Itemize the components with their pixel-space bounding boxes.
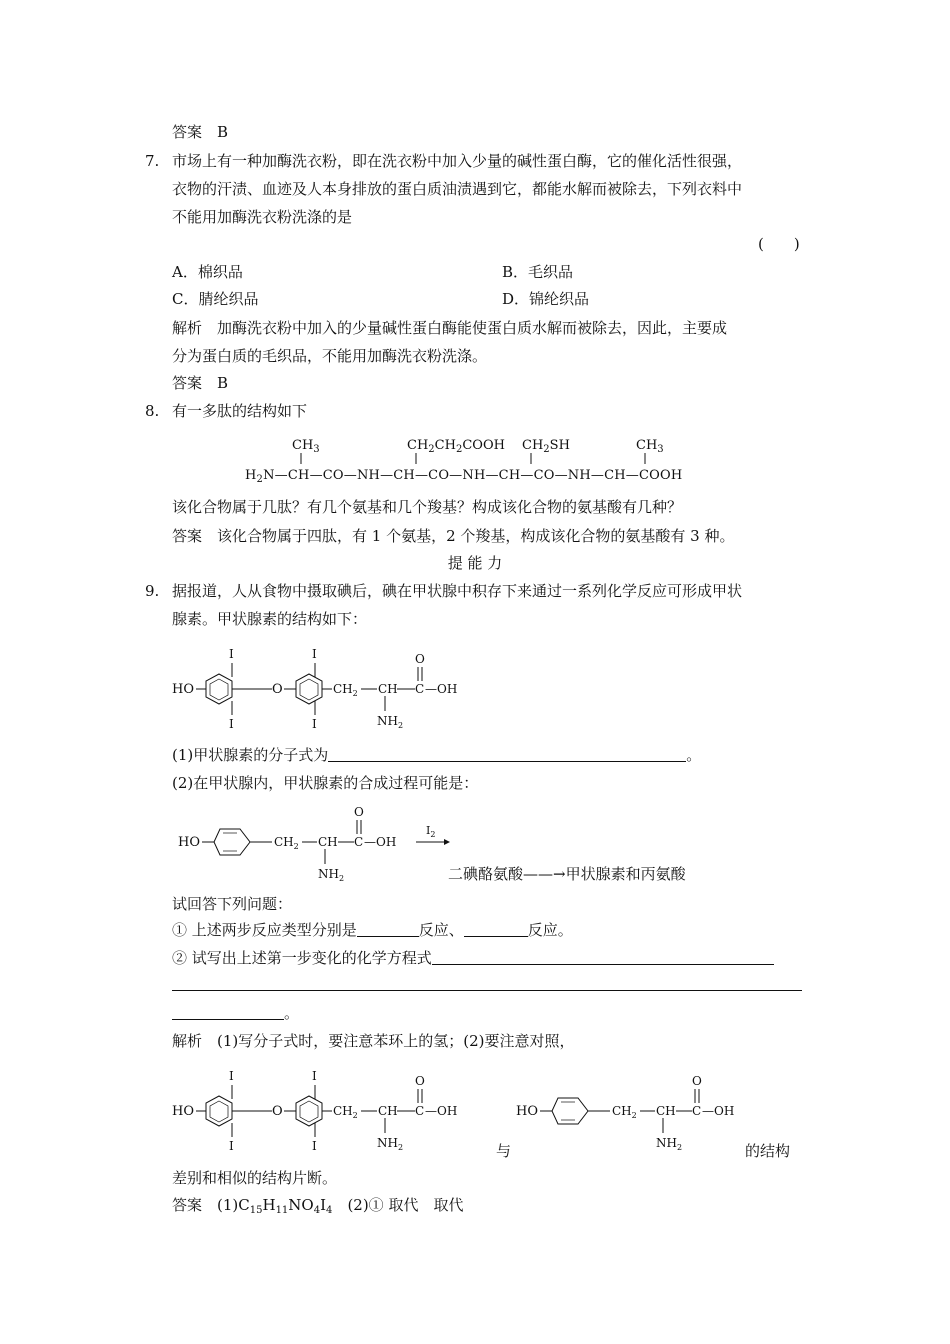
svg-text:I2: $I_2$ [426, 824, 436, 839]
word-structure: 的结构 [745, 1142, 791, 1160]
tyrosine-structure-compare [510, 1067, 750, 1157]
q7-answer: 答案 B [172, 374, 229, 392]
svg-text:O: O [415, 652, 425, 666]
q8-number: 8. [145, 402, 160, 420]
thyroxine-structure [172, 645, 492, 735]
svg-text:CH2: $CH_2$ [333, 682, 358, 698]
answer-blank-type2[interactable] [464, 922, 528, 937]
q9-sub1: (1)甲状腺素的分子式为 。 [172, 746, 702, 764]
q7-analysis-line1: 解析 加酶洗衣粉中加入的少量碱性蛋白酶能使蛋白质水解而被除去，因此，主要成 [172, 319, 728, 337]
q9-try-heading: 试回答下列问题： [172, 895, 293, 913]
q7-option-d: D．锦纶织品 [502, 290, 590, 308]
svg-text:CH: CH [378, 682, 398, 696]
q9-answer: 答案 $(1)C_{15}H_{11}NO_4I_4$ (2)① 取代 取代 [172, 1196, 464, 1216]
svg-text:CH2: $CH_2$ [333, 1104, 358, 1120]
svg-text:NH2: $NH_2$ [377, 714, 404, 730]
svg-text:CH: CH [378, 1104, 398, 1118]
svg-text:—OH: —OH [702, 1104, 735, 1118]
svg-text:CH2: $CH_2$ [274, 835, 299, 851]
answer-blank-equation[interactable] [432, 950, 774, 965]
svg-text:NH2: $NH_2$ [377, 1136, 404, 1152]
svg-text:I: I [312, 647, 317, 661]
svg-text:HO: HO [516, 1104, 538, 1119]
svg-text:O: O [692, 1074, 702, 1088]
q9-analysis: 解析 (1)写分子式时，要注意苯环上的氢；(2)要注意对照， [172, 1032, 575, 1050]
q7-option-b: B．毛织品 [502, 263, 574, 281]
reaction-products: 二碘酪氨酸——→甲状腺素和丙氨酸 [448, 865, 686, 883]
svg-text:HO: HO [172, 682, 194, 697]
svg-text:—OH: —OH [425, 1104, 458, 1118]
svg-text:I: I [312, 1139, 317, 1153]
substituent-ch3-1: $CH_3$ [292, 438, 320, 455]
q9-question-a: ① 上述两步反应类型分别是 反应、 反应。 [172, 921, 573, 939]
svg-text:NH2: $NH_2$ [318, 867, 345, 883]
svg-text:I: I [229, 1069, 234, 1083]
q8-stem: 有一多肽的结构如下 [172, 402, 308, 420]
svg-text:I: I [229, 647, 234, 661]
q6-answer: 答案 B [172, 123, 229, 141]
svg-text:HO: HO [172, 1104, 194, 1119]
q7-answer-paren: ( ) [758, 235, 800, 253]
svg-text:C: C [415, 1104, 425, 1118]
svg-text:I: I [229, 1139, 234, 1153]
peptide-backbone: $H_2N—CH—CO—NH—CH—CO—NH—CH—CO—NH—CH—COOH$ [245, 468, 683, 485]
substituent-ch3-2: $CH_3$ [636, 438, 664, 455]
svg-text:CH: CH [656, 1104, 676, 1118]
svg-text:CH: CH [318, 835, 338, 849]
q9-analysis-end: 差别和相似的结构片断。 [172, 1169, 338, 1187]
svg-text:I: I [312, 717, 317, 731]
q9-sub2: (2)在甲状腺内，甲状腺素的合成过程可能是： [172, 774, 479, 792]
answer-line-equation-2[interactable] [172, 990, 802, 991]
peptide-formula [240, 436, 740, 486]
q9-stem-line2: 腺素。甲状腺素的结构如下： [172, 610, 368, 628]
svg-text:C: C [354, 835, 364, 849]
svg-text:CH2: $CH_2$ [612, 1104, 637, 1120]
q8-question: 该化合物属于几肽？有几个氨基和几个羧基？构成该化合物的氨基酸有几种？ [172, 498, 683, 516]
thyroxine-structure-compare [172, 1067, 492, 1157]
svg-text:O: O [272, 1104, 283, 1119]
svg-text:HO: HO [178, 835, 200, 850]
q7-number: 7. [145, 152, 160, 170]
answer-blank-type1[interactable] [357, 922, 419, 937]
svg-text:O: O [415, 1074, 425, 1088]
svg-text:—OH: —OH [364, 835, 397, 849]
answer-blank-equation-3[interactable] [172, 1005, 284, 1020]
q9-number: 9. [145, 582, 160, 600]
q7-stem-line3: 不能用加酶洗衣粉洗涤的是 [172, 208, 353, 226]
q9-equation-end: 。 [172, 1003, 299, 1023]
q7-option-a: A．棉织品 [172, 263, 243, 281]
q8-answer: 答案 该化合物属于四肽，有 1 个氨基，2 个羧基，构成该化合物的氨基酸有 3 种。 [172, 527, 735, 545]
svg-text:C: C [692, 1104, 702, 1118]
svg-text:C: C [415, 682, 425, 696]
svg-text:O: O [272, 682, 283, 697]
q9-stem-line1: 据报道，人从食物中摄取碘后，碘在甲状腺中积存下来通过一系列化学反应可形成甲状 [172, 582, 743, 600]
q7-option-c: C．腈纶织品 [172, 290, 259, 308]
q7-analysis-line2: 分为蛋白质的毛织品，不能用加酶洗衣粉洗涤。 [172, 347, 488, 365]
svg-text:—OH: —OH [425, 682, 458, 696]
section-heading: 提 能 力 [447, 554, 503, 572]
svg-text:O: O [354, 805, 364, 819]
svg-text:NH2: $NH_2$ [656, 1136, 683, 1152]
svg-text:I: I [312, 1069, 317, 1083]
tyrosine-reaction [172, 802, 462, 882]
q9-question-b: ② 试写出上述第一步变化的化学方程式 [172, 948, 774, 968]
q7-stem-line2: 衣物的汗渍、血迹及人本身排放的蛋白质油渍遇到它，都能水解而被除去，下列衣料中 [172, 180, 743, 198]
answer-blank-formula[interactable] [328, 747, 686, 762]
substituent-ch2ch2cooh: $CH_2CH_2COOH$ [407, 438, 505, 455]
svg-text:I: I [229, 717, 234, 731]
q7-stem-line1: 市场上有一种加酶洗衣粉，即在洗衣粉中加入少量的碱性蛋白酶，它的催化活性很强， [172, 152, 743, 170]
substituent-ch2sh: $CH_2SH$ [522, 438, 570, 455]
word-and: 与 [496, 1142, 512, 1160]
